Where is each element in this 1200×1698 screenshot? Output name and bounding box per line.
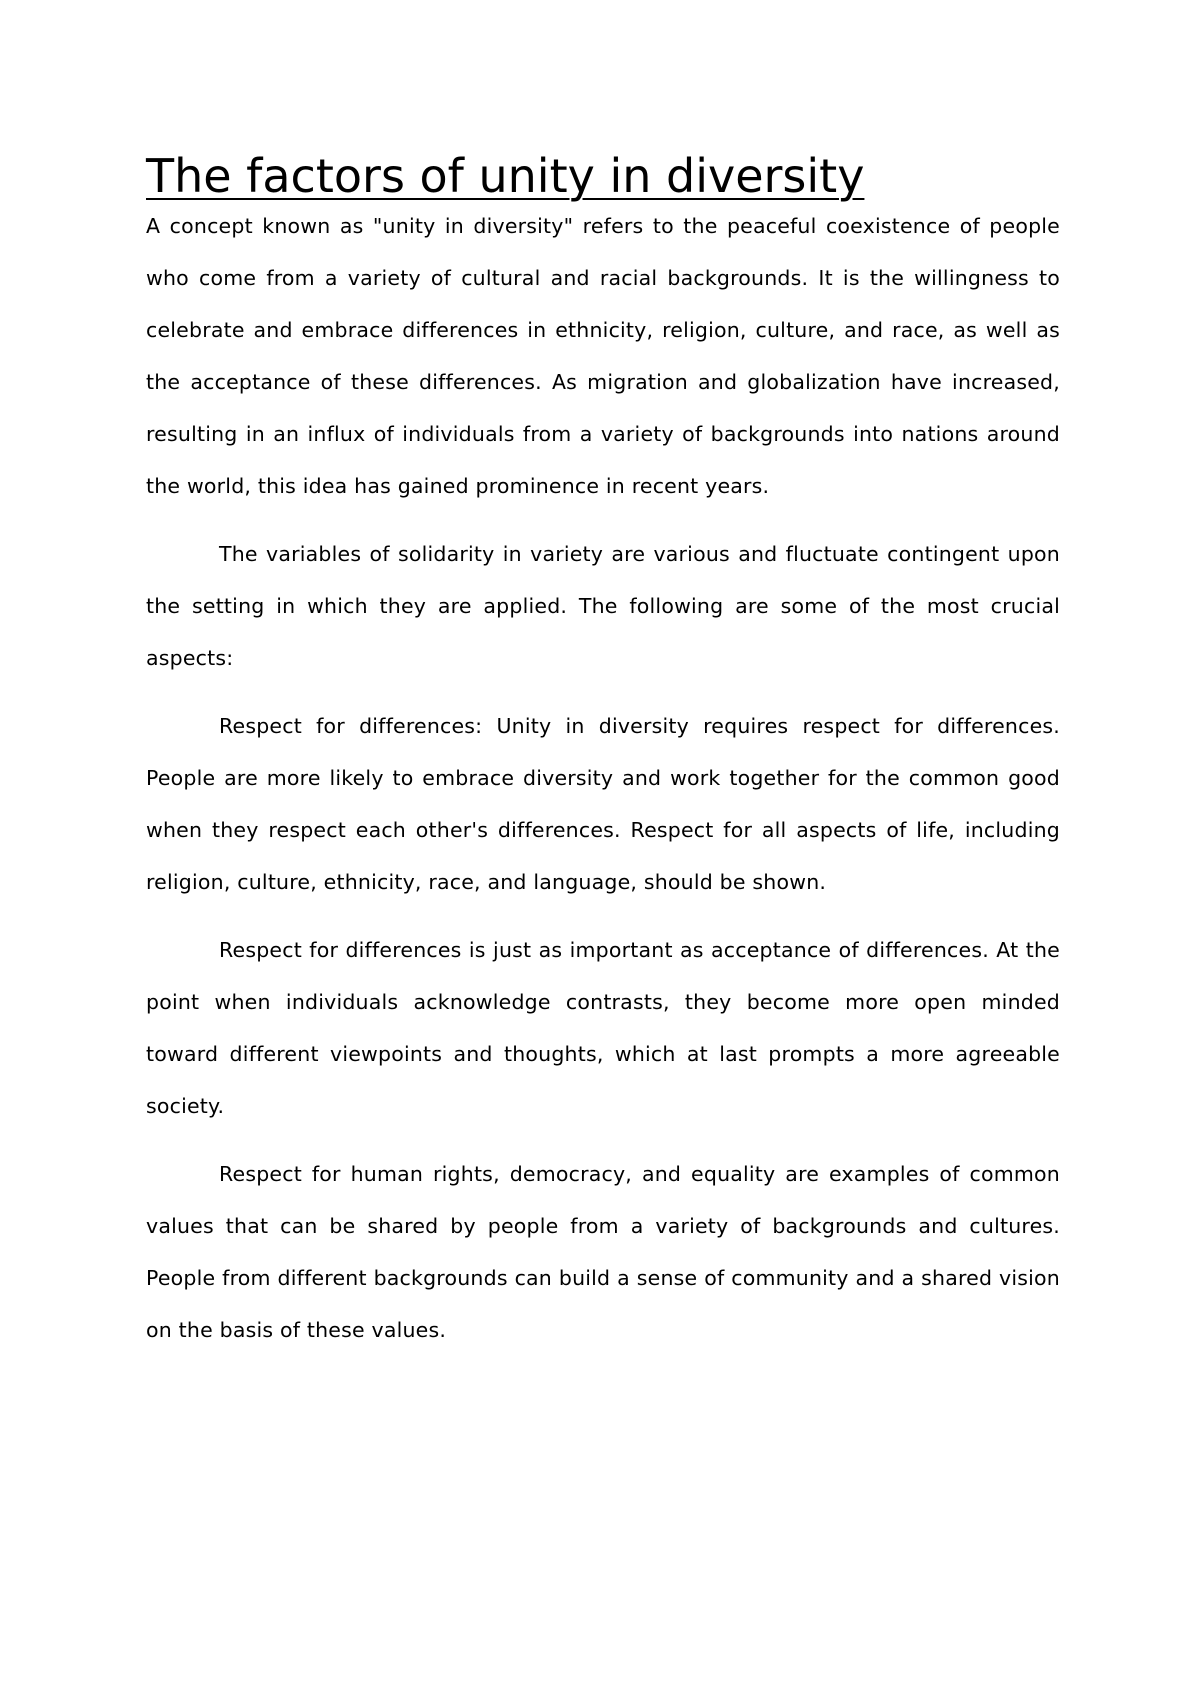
- paragraph-variables: The variables of solidarity in variety are various and fluctuate contingent upon the setting in which they are applied. The following are some of the most crucial aspects:: [146, 542, 1060, 670]
- paragraph-respect-for-differences: Respect for differences: Unity in diversity requires respect for differences. People are more likely to embrace diversity and work together for the common good when they respect each other's differences. Respect for all aspects of life, including religion, culture, ethnicity, race, and language, should be shown.: [146, 714, 1060, 894]
- paragraph-acceptance: Respect for differences is just as important as acceptance of differences. At the point when individuals acknowledge contrasts, they become more open minded toward different viewpoints and thoughts, which at last prompts a more agreeable society.: [146, 938, 1060, 1118]
- document-title: The factors of unity in diversity: [146, 149, 865, 203]
- paragraph-common-values: Respect for human rights, democracy, and equality are examples of common values that can be shared by people from a variety of backgrounds and cultures. People from different backgrounds can build a sense of community and a shared vision on the basis of these values.: [146, 1162, 1060, 1342]
- document-body: [146, 148, 1060, 1372]
- paragraph-intro: A concept known as "unity in diversity" refers to the peaceful coexistence of people who come from a variety of cultural and racial backgrounds. It is the willingness to celebrate and embrace differences in ethnicity, religion, culture, and race, as well as the acceptance of these differences. As migration and globalization have increased, resulting in an influx of individuals from a variety of backgrounds into nations around the world, this idea has gained prominence in recent years.: [146, 214, 1060, 498]
